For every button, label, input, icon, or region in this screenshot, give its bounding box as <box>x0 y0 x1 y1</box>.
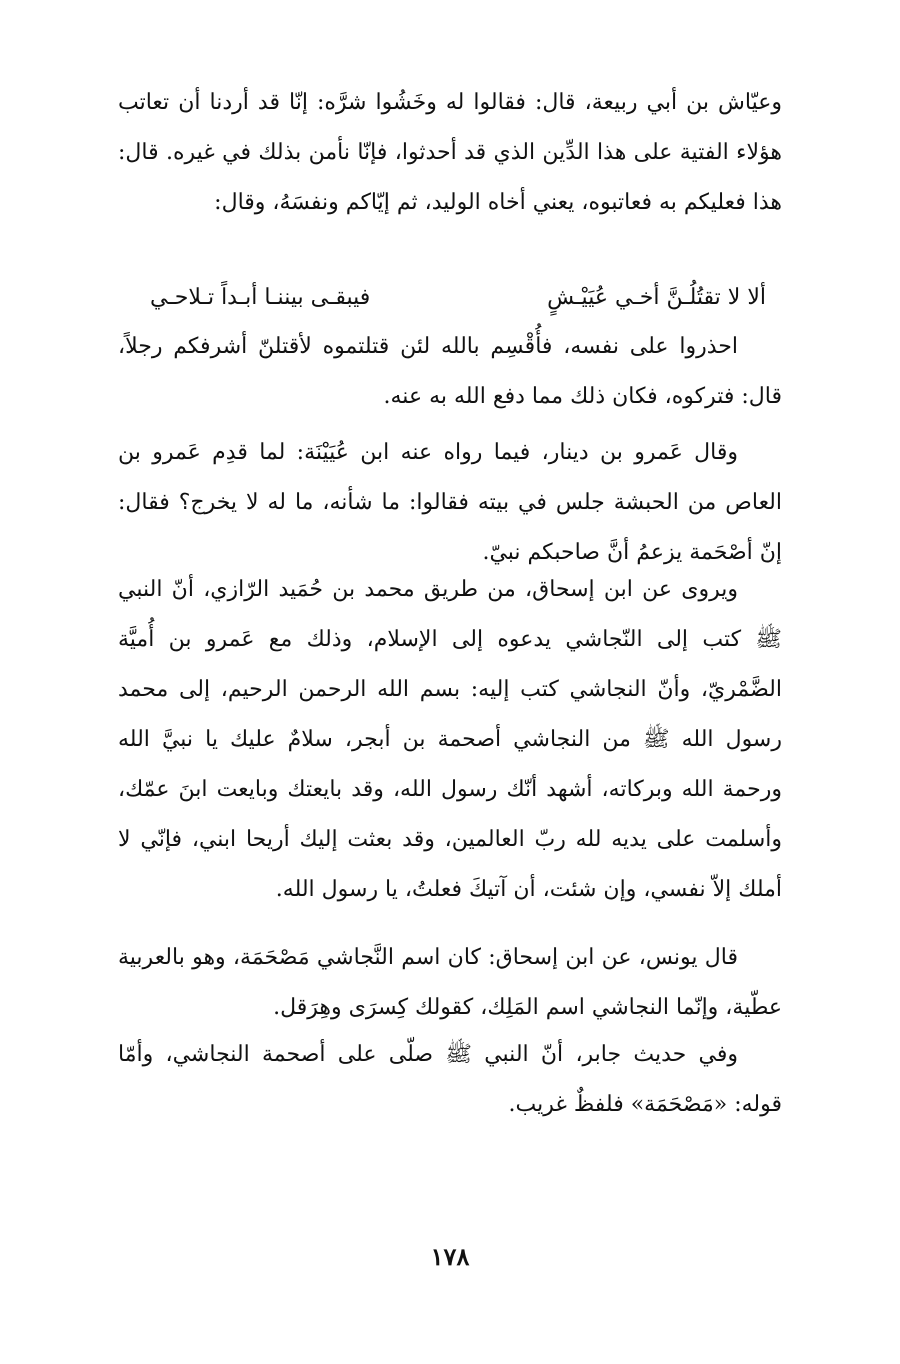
paragraph <box>118 322 782 422</box>
paragraph-text: احذروا على نفسه، فأُقْسِم بالله لئن قتلتموه لأقتلنّ أشرفكم رجلاً، قال: فتركوه، فكان ذلك مما دفع الله به عنه. <box>118 334 782 409</box>
paragraph-text: قال يونس، عن ابن إسحاق: كان اسم النَّجاشي مَصْحَمَة، وهو بالعربية عطّية، وإنّما النجاشي اسم المَلِك، كقولك كِسرَى وهِرَقل. <box>118 945 782 1020</box>
paragraph-text: وفي حديث جابر، أنّ النبي ﷺ صلّى على أصحمة النجاشي، وأمّا قوله: «مَصْحَمَة» فلفظٌ غريب. <box>118 1042 782 1117</box>
paragraph-text: وعيّاش بن أبي ربيعة، قال: فقالوا له وخَشُوا شرَّه: إنّا قد أردنا أن تعاتب هؤلاء الفتية على هذا الدِّين الذي قد أحدثوا، فإنّا نأمن بذلك في غيره. قال: هذا فعليكم به فعاتبوه، يعني أخاه الوليد، ثم إيّاكم ونفسَهُ، وقال: <box>118 90 782 215</box>
page-number: ١٧٨ <box>430 1242 470 1271</box>
paragraph-text: وقال عَمرو بن دينار، فيما رواه عنه ابن عُيَيْنَة: لما قدِم عَمرو بن العاص من الحبشة جلس في بيته فقالوا: ما شأنه، ما له لا يخرج؟ فقال: إنّ أصْحَمة يزعمُ أنَّ صاحبكم نبيّ. <box>118 440 782 565</box>
paragraph <box>118 565 782 915</box>
paragraph <box>118 933 782 1033</box>
paragraph <box>118 78 782 228</box>
paragraph <box>118 1030 782 1130</box>
paragraph-text: ويروى عن ابن إسحاق، من طريق محمد بن حُمَيد الرّازي، أنّ النبي ﷺ كتب إلى النّجاشي يدعوه إلى الإسلام، وذلك مع عَمرو بن أُميَّة الضَّمْريّ، وأنّ النجاشي كتب إليه: بسم الله الرحمن الرحيم، إلى محمد رسول الله ﷺ من النجاشي أصحمة بن أبجر، سلامٌ عليك يا نبيَّ الله ورحمة الله وبركاته، أشهد أنّك رسول الله، وقد بايعتك وبايعت ابنَ عمّك، وأسلمت على يديه لله ربّ العالمين، وقد بعثت إليك أريحا ابني، فإنّي لا أملك إلاّ نفسي، وإن شئت، أن آتيكَ فعلتُ، يا رسول الله. <box>118 577 782 902</box>
poetry-verse <box>150 276 766 320</box>
verse-first-hemistich: ألا لا تقتُلُـنَّ أخـي عُيَيْـشٍ <box>547 285 766 310</box>
paragraph <box>118 428 782 578</box>
verse-second-hemistich: فيبقـى بيننـا أبـداً تـلاحـي <box>150 285 371 310</box>
